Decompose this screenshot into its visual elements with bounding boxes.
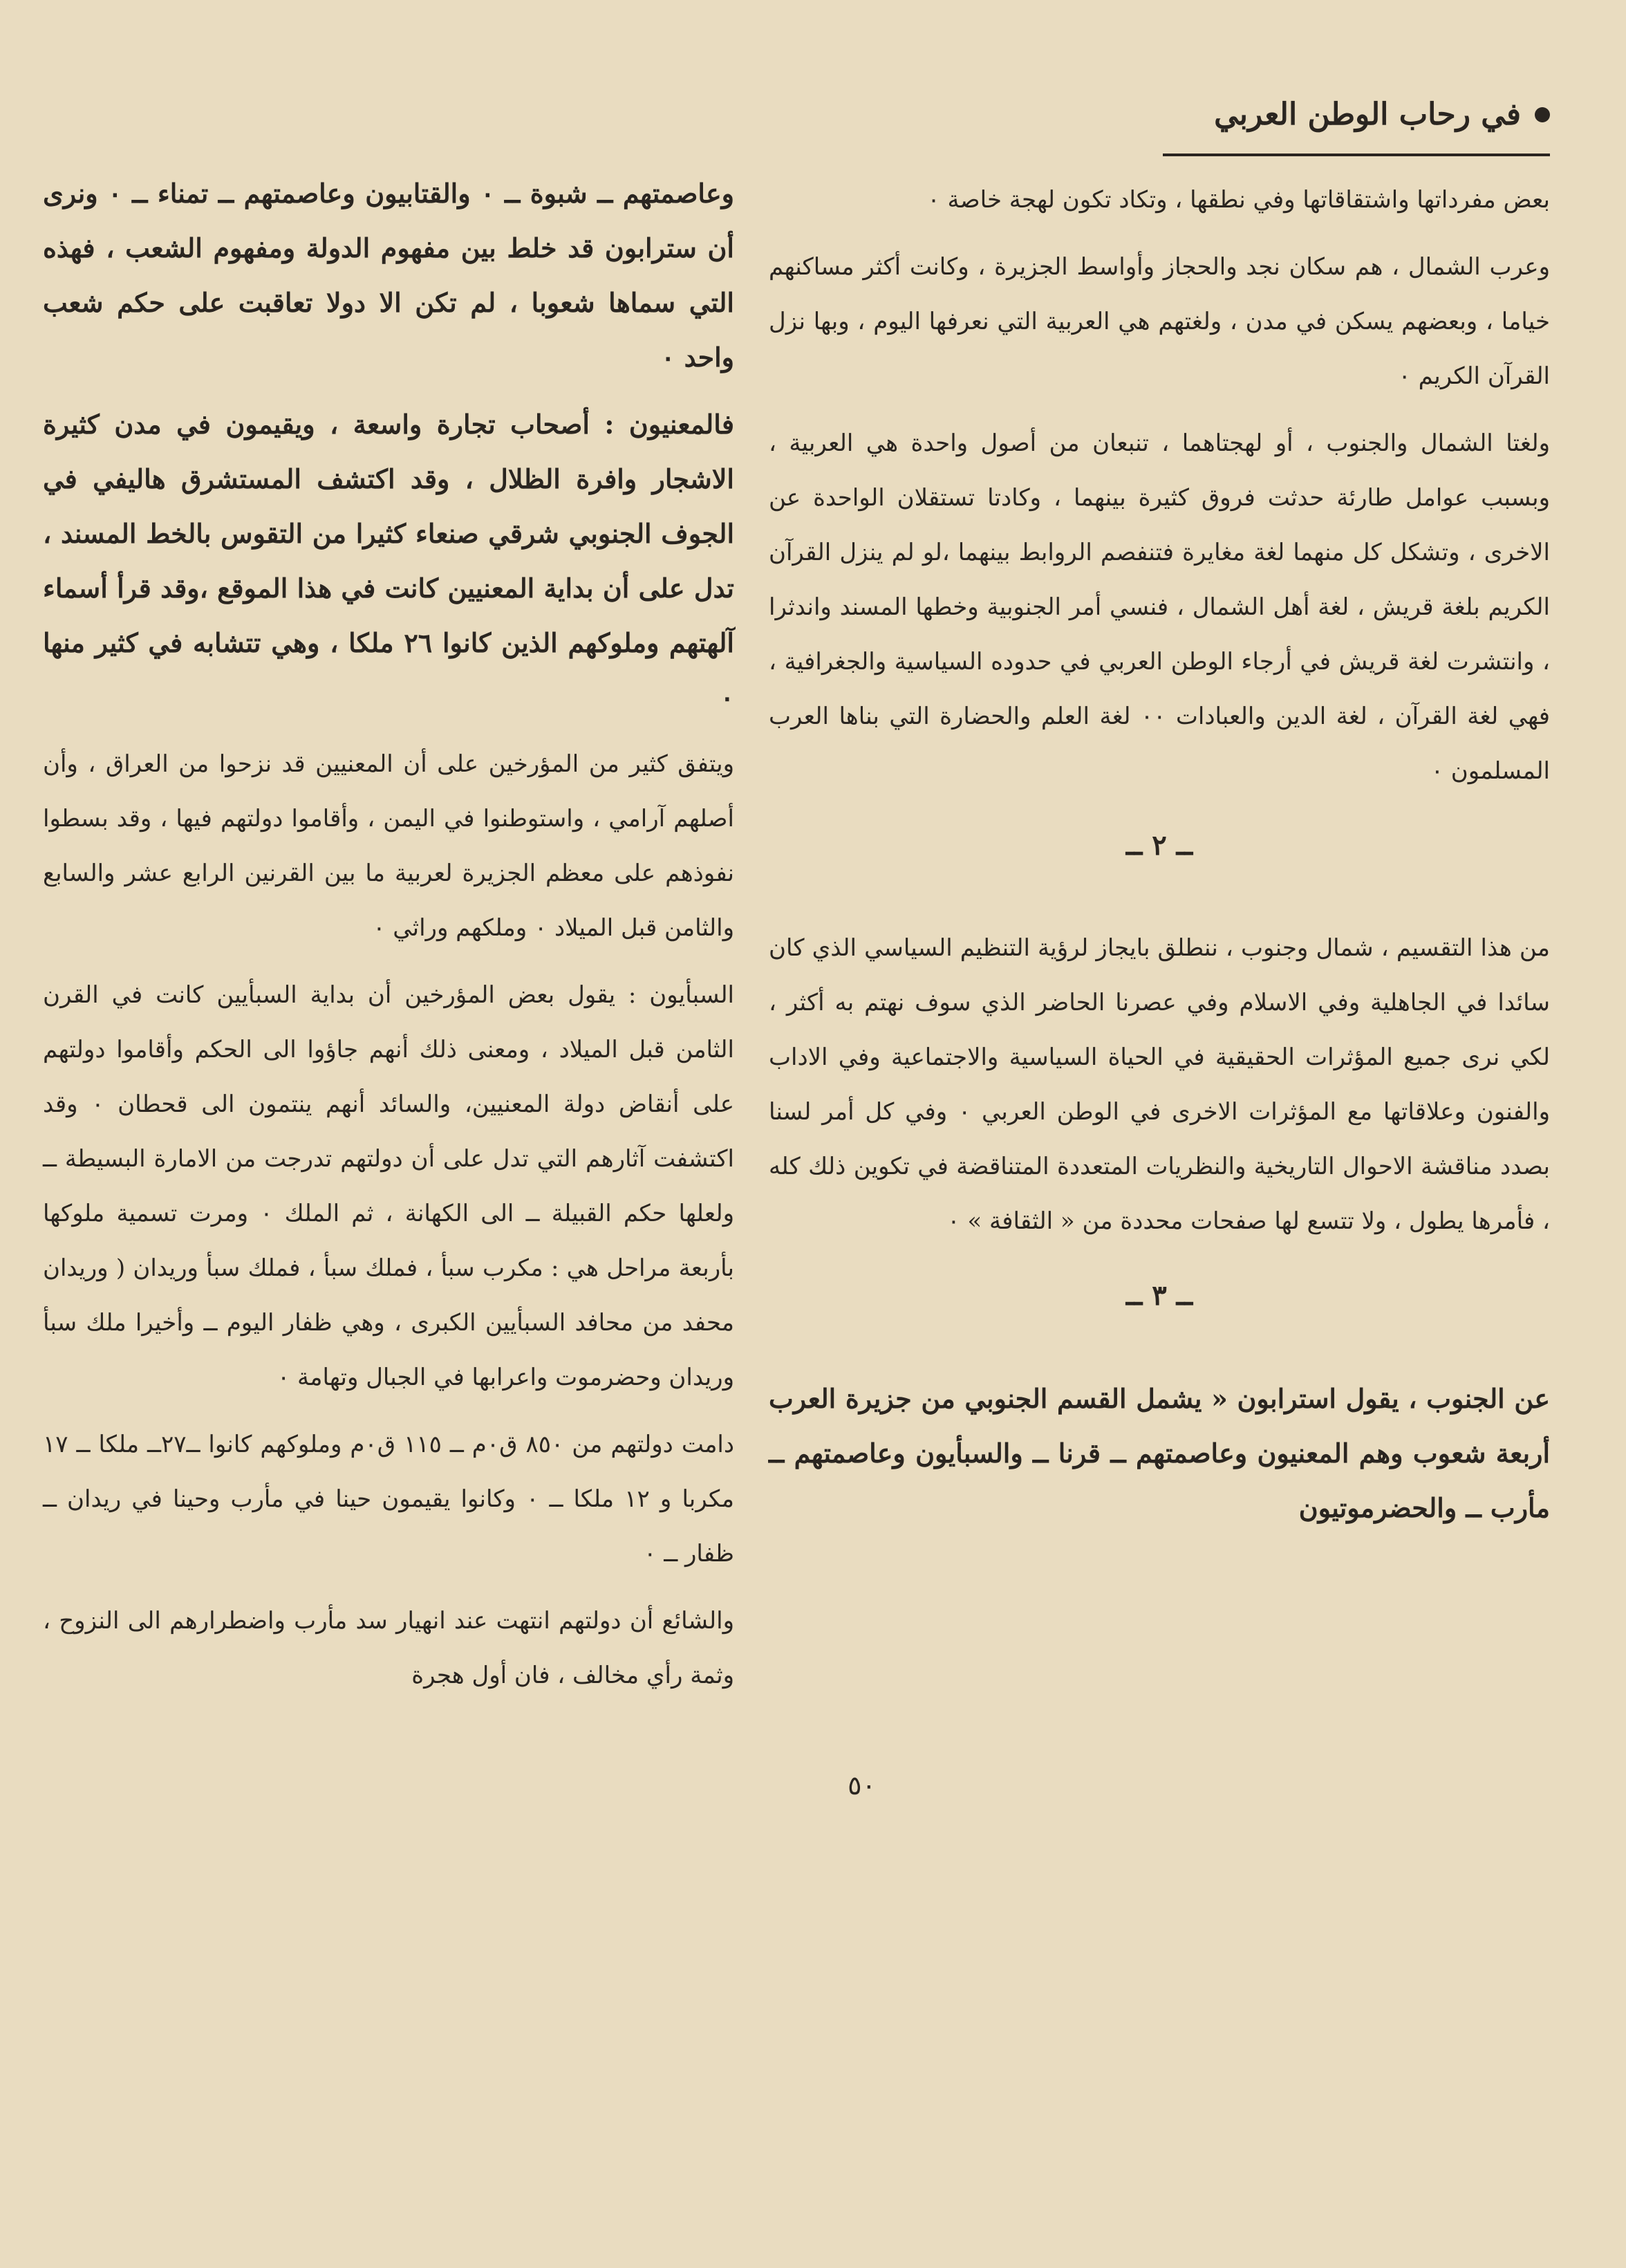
header-title: في رحاب الوطن العربي xyxy=(1214,97,1521,132)
bullet-icon xyxy=(1535,107,1550,122)
paragraph: من هذا التقسيم ، شمال وجنوب ، ننطلق بايجاز لرؤية التنظيم السياسي الذي كان سائدا في الجاهلية وفي الاسلام وفي عصرنا الحاضر الذي سوف نهتم به أكثر ، لكي نرى جميع المؤثرات الحقيقية في الحياة السياسية والاجتماعية وفي الاداب والفنون وعلاقاتها مع المؤثرات الاخرى في الوطن العربي ٠ وفي كل أمر لسنا بصدد مناقشة الاحوال التاريخية والنظريات المتعددة المتناقضة في تكوين ذلك كله ، فأمرها يطول ، ولا تتسع لها صفحات محددة من « الثقافة » ٠ xyxy=(769,934,1550,1235)
paragraph: السبأيون : يقول بعض المؤرخين أن بداية السبأيين كانت في القرن الثامن قبل الميلاد ، ومعنى ذلك أنهم جاؤوا الى الحكم وأقاموا دولتهم على أنقاض دولة المعنيين، والسائد أنهم ينتمون الى قحطان ٠ وقد اكتشفت آثارهم التي تدل على أن دولتهم تدرجت من الامارة البسيطة ــ ولعلها حكم القبيلة ــ الى الكهانة ، ثم الملك ٠ ومرت تسمية ملوكها بأربعة مراحل هي : مكرب سبأ ، فملك سبأ ، فملك سبأ وريدان ( وريدان محفد من محافد السبأيين الكبرى ، وهي ظفار اليوم ــ وأخيرا ملك سبأ وريدان وحضرموت واعرابها في الجبال وتهامة ٠ xyxy=(43,981,734,1391)
paragraph: وعرب الشمال ، هم سكان نجد والحجاز وأواسط الجزيرة ، وكانت أكثر مساكنهم خياما ، وبعضهم يسكن في مدن ، ولغتهم هي العربية التي نعرفها اليوم ، وبها نزل القرآن الكريم ٠ xyxy=(769,253,1550,390)
section-number: ــ ٣ ــ xyxy=(1125,1279,1193,1312)
paragraph: ويتفق كثير من المؤرخين على أن المعنيين قد نزحوا من العراق ، وأن أصلهم آرامي ، واستوطنوا في اليمن ، وأقاموا دولتهم فيها ، وقد بسطوا نفوذهم على معظم الجزيرة لعربية ما بين القرنين الرابع عشر والسابع والثامن قبل الميلاد ٠ وملكهم وراثي ٠ xyxy=(43,750,734,942)
right-column xyxy=(769,173,1550,1547)
page-header xyxy=(1214,97,1550,132)
page-number: ٥٠ xyxy=(848,1770,876,1801)
paragraph-bold: عن الجنوب ، يقول استرابون « يشمل القسم الجنوبي من جزيرة العرب أربعة شعوب وهم المعنيون وعاصمتهم ــ قرنا ــ والسبأيون وعاصمتهم ــ مأرب ــ والحضرموتيون xyxy=(769,1383,1550,1523)
paragraph: بعض مفرداتها واشتقاقاتها وفي نطقها ، وتكاد تكون لهجة خاصة ٠ xyxy=(927,186,1550,214)
paragraph: دامت دولتهم من ٨٥٠ ق٠م ــ ١١٥ ق٠م وملوكهم كانوا ــ٢٧ــ ملكا ــ ١٧ مكربا و ١٢ ملكا ــ ٠ وكانوا يقيمون حينا في مأرب وحينا في ريدان ــ ظفار ــ ٠ xyxy=(43,1431,735,1568)
paragraph: ولغتا الشمال والجنوب ، أو لهجتاهما ، تنبعان من أصول واحدة هي العربية ، وبسبب عوامل طارئة حدثت فروق كثيرة بينهما ، وكادتا تستقلان الواحدة عن الاخرى ، وتشكل كل منهما لغة مغايرة فتنفصم الروابط بينهما ،لو لم ينزل القرآن الكريم بلغة قريش ، لغة أهل الشمال ، فنسي أمر الجنوبية وخطها المسند واندثرا ، وانتشرت لغة قريش في أرجاء الوطن العربي في حدوده السياسية والجغرافية ، فهي لغة القرآن ، لغة الدين والعبادات ٠٠ لغة العلم والحضارة التي بناها العرب المسلمون ٠ xyxy=(769,429,1550,785)
left-column xyxy=(43,166,734,1716)
header-rule xyxy=(1163,154,1550,156)
paragraph-bold: وعاصمتهم ــ شبوة ــ ٠ والقتابيون وعاصمتهم ــ تمناء ــ ٠ ونرى أن سترابون قد خلط بين مفهوم الدولة ومفهوم الشعب ، فهذه التي سماها شعوبا ، لم تكن الا دولا تعاقبت على حكم شعب واحد ٠ xyxy=(43,178,735,373)
section-number: ــ ٢ ــ xyxy=(1125,829,1193,862)
paragraph-bold: فالمعنيون : أصحاب تجارة واسعة ، ويقيمون في مدن كثيرة الاشجار وافرة الظلال ، وقد اكتشف المستشرق هاليفي في الجوف الجنوبي شرقي صنعاء كثيرا من التقوس بالخط المسند ، تدل على أن بداية المعنيين كانت في هذا الموقع ،وقد قرأ أسماء آلهتهم وملوكهم الذين كانوا ٢٦ ملكا ، وهي تتشابه في كثير منها ٠ xyxy=(43,409,734,713)
paragraph: والشائع أن دولتهم انتهت عند انهيار سد مأرب واضطرارهم الى النزوح ، وثمة رأي مخالف ، فان أول هجرة xyxy=(43,1607,734,1689)
